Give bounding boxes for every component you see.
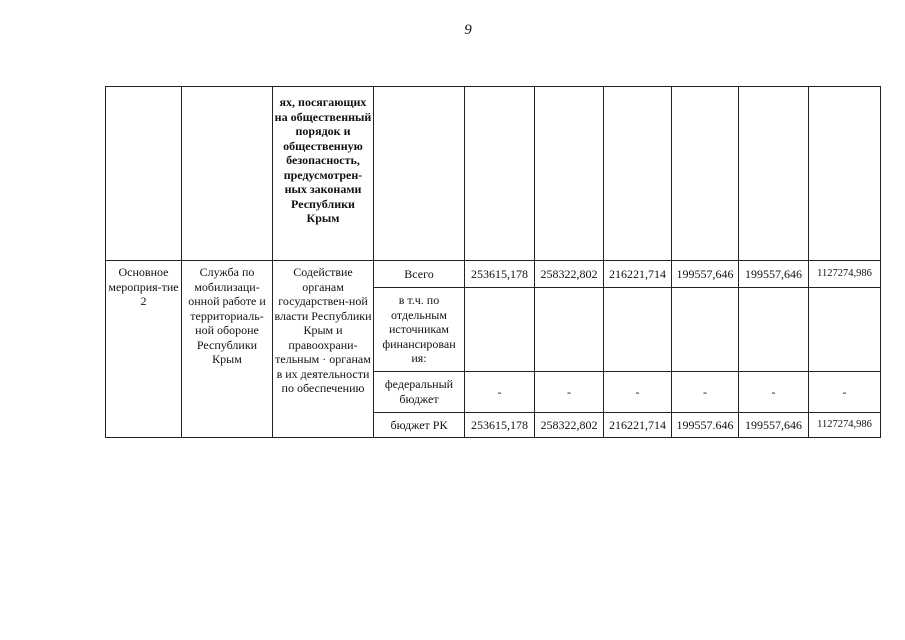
- value-cell: [465, 288, 535, 372]
- cont-cell-4: [374, 87, 465, 261]
- value-cell: 1127274,986: [809, 261, 881, 288]
- value-cell: 253615,178: [465, 413, 535, 438]
- cont-cell-1: [106, 87, 182, 261]
- value-cell: -: [739, 372, 809, 413]
- value-cell: -: [465, 372, 535, 413]
- value-cell: 258322,802: [535, 413, 604, 438]
- responsible-executor: Служба по мобилизаци-онной работе и территориаль-ной обороне Республики Крым: [182, 261, 273, 438]
- value-cell: 199557.646: [672, 413, 739, 438]
- value-cell: -: [672, 372, 739, 413]
- value-cell: [672, 288, 739, 372]
- source-label-federal: федеральный бюджет: [374, 372, 465, 413]
- event-title: Основное мероприя-тие 2: [106, 261, 182, 438]
- value-cell: -: [604, 372, 672, 413]
- value-cell: 199557,646: [739, 261, 809, 288]
- budget-table: [105, 86, 881, 438]
- table-row: [106, 261, 881, 288]
- cont-cell-6: [535, 87, 604, 261]
- cont-cell-8: [672, 87, 739, 261]
- value-cell: 216221,714: [604, 413, 672, 438]
- value-cell: 199557,646: [672, 261, 739, 288]
- value-cell: [604, 288, 672, 372]
- value-cell: [535, 288, 604, 372]
- value-cell: 258322,802: [535, 261, 604, 288]
- value-cell: 199557,646: [739, 413, 809, 438]
- cont-description: ях, посягающих на общественный порядок и общественную безопасность, предусмотрен-ных законами Республики Крым: [273, 87, 374, 261]
- value-cell: -: [535, 372, 604, 413]
- source-label-total: Всего: [374, 261, 465, 288]
- value-cell: 216221,714: [604, 261, 672, 288]
- value-cell: [739, 288, 809, 372]
- value-cell: 1127274,986: [809, 413, 881, 438]
- cont-cell-9: [739, 87, 809, 261]
- cont-cell-5: [465, 87, 535, 261]
- cont-cell-2: [182, 87, 273, 261]
- cont-cell-7: [604, 87, 672, 261]
- cont-cell-10: [809, 87, 881, 261]
- source-label-regional: бюджет РК: [374, 413, 465, 438]
- value-cell: 253615,178: [465, 261, 535, 288]
- source-label-breakdown: в т.ч. по отдельным источникам финансирован ия:: [374, 288, 465, 372]
- page-number: 9: [464, 22, 472, 38]
- value-cell: [809, 288, 881, 372]
- continuation-row: [106, 87, 881, 261]
- event-description: Содействие органам государствен-ной власти Республики Крым и правоохрани-тельным · органам в их деятельности по обеспечению: [273, 261, 374, 438]
- value-cell: -: [809, 372, 881, 413]
